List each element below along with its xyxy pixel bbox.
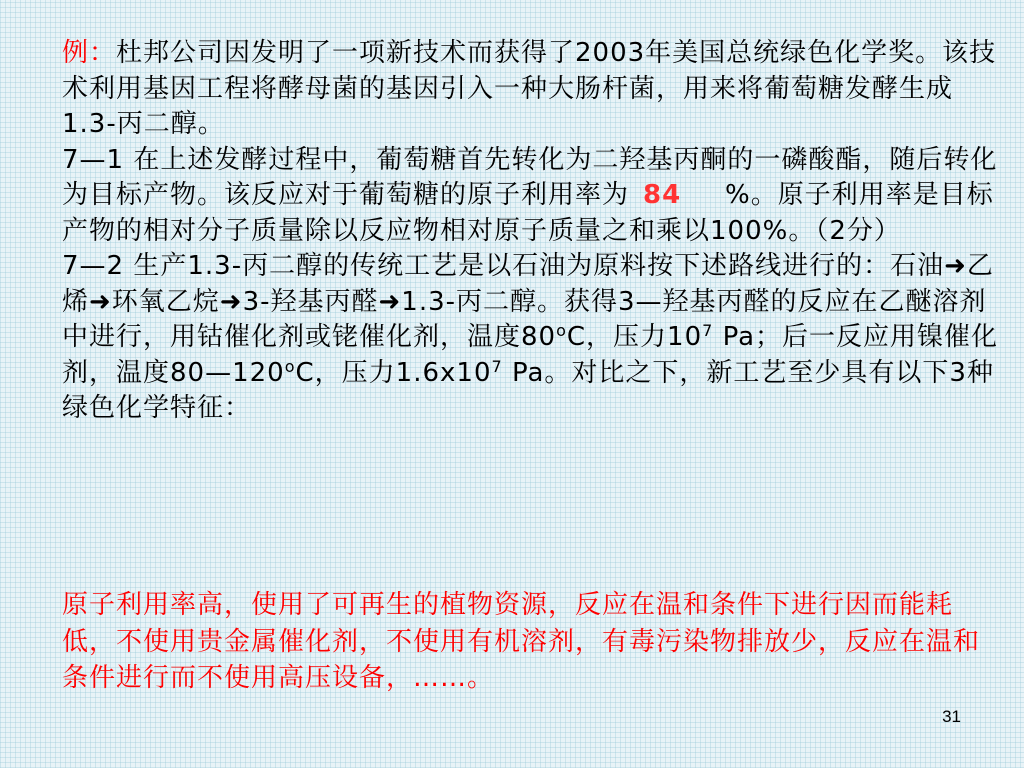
question-text: [62, 36, 1002, 427]
example-intro: 杜邦公司因发明了一项新技术而获得了2003年美国总统绿色化学奖。该技术利用基因工程将酵母菌的基因引入一种大肠杆菌，用来将葡萄糖发酵生成1.3-丙二醇。: [62, 38, 997, 139]
q1-text-after: %。原子利用率是目标产物的相对分子质量除以反应物相对原子质量之和乘以100%。（2分）: [62, 180, 994, 246]
question-7-1: [62, 143, 1002, 250]
degree-symbol: o: [284, 356, 296, 376]
example-paragraph: [62, 36, 1002, 143]
q2-text-3: Pa；后一反应用镍催化剂，温度80—120: [62, 322, 999, 388]
q2-text-2: C，压力10: [566, 322, 703, 352]
exponent: 7: [491, 356, 503, 376]
q2-text-4: C，压力1.6x10: [295, 357, 492, 388]
degree-symbol: o: [556, 321, 567, 340]
q1-text-before: 7—1 在上述发酵过程中，葡萄糖首先转化为二羟基丙酮的一磷酸酯，随后转化为目标产物。该反应对于葡萄糖的原子利用率为: [62, 144, 998, 210]
question-7-2: [62, 249, 1002, 427]
answer-blank: [629, 178, 725, 214]
example-label: 例：: [62, 38, 117, 68]
q2-text-5: Pa。对比之下，新工艺至少具有以下3种绿色化学特征：: [62, 357, 994, 423]
exponent: 7: [702, 321, 714, 340]
page-number: 31: [942, 707, 961, 726]
answer-value: 84: [643, 180, 682, 210]
q2-text-1: 7—2 生产1.3-丙二醇的传统工艺是以石油为原料按下述路线进行的：石油➜乙烯➜环氧乙烷➜3-羟基丙醛➜1.3-丙二醇。获得3—羟基丙醛的反应在乙醚溶剂中进行，用钴催化剂或铑催化剂，温度80: [62, 251, 994, 352]
answer-text: 原子利用率高，使用了可再生的植物资源，反应在温和条件下进行因而能耗低，不使用贵金属催化剂，不使用有机溶剂，有毒污染物排放少，反应在温和条件进行而不使用高压设备，……。: [62, 590, 981, 693]
